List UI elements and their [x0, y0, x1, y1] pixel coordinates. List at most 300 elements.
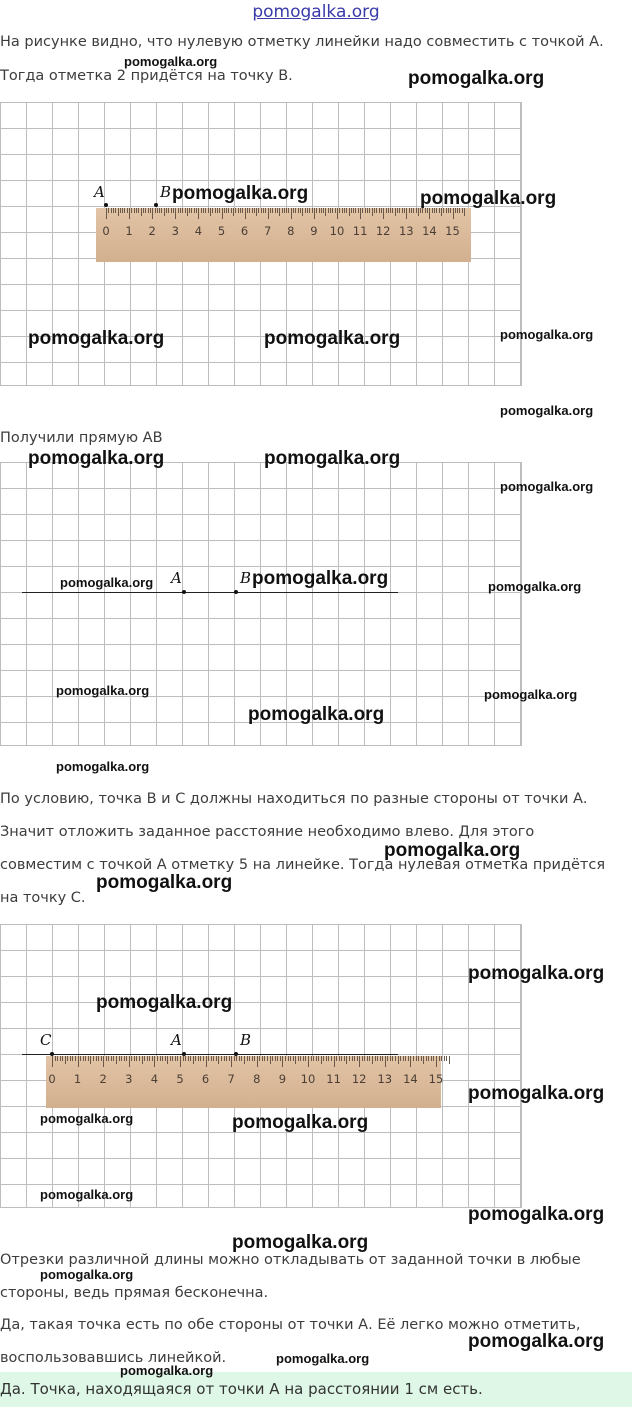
- watermark: pomogalka.org: [408, 68, 545, 89]
- ruler-tick: [341, 1056, 342, 1061]
- ruler-tick: [367, 1056, 368, 1061]
- ruler-tick: [386, 208, 387, 213]
- ruler-tick: [235, 208, 236, 213]
- site-header-link[interactable]: pomogalka.org: [252, 2, 380, 22]
- ruler-tick: [411, 208, 412, 213]
- watermark: pomogalka.org: [500, 327, 594, 342]
- ruler-tick: [189, 208, 190, 213]
- ruler-tick: [336, 1056, 337, 1061]
- point-b: [234, 590, 238, 594]
- ruler-number: 8: [253, 1072, 261, 1086]
- ruler-tick: [219, 208, 220, 213]
- ruler-tick: [165, 1056, 166, 1061]
- label-b: B: [240, 1031, 252, 1049]
- ruler-tick: [234, 1056, 235, 1061]
- ruler-number: 9: [310, 224, 318, 238]
- ruler-tick: [96, 1056, 97, 1061]
- ruler-tick: [337, 208, 338, 219]
- ruler-tick: [172, 1056, 173, 1061]
- ruler-tick: [325, 208, 326, 216]
- ruler-tick: [194, 208, 195, 213]
- ruler-tick: [311, 1056, 312, 1061]
- ruler-tick: [152, 1056, 153, 1061]
- ruler-tick: [398, 1056, 399, 1064]
- ruler-tick: [88, 1056, 89, 1061]
- ruler-tick: [138, 208, 139, 213]
- watermark: pomogalka.org: [468, 1331, 605, 1352]
- ruler-tick: [127, 208, 128, 213]
- ruler-tick: [270, 1056, 271, 1064]
- ruler-tick: [352, 1056, 353, 1061]
- ruler-tick: [413, 208, 414, 213]
- ruler-tick: [134, 1056, 135, 1061]
- label-a: A: [171, 1031, 182, 1049]
- watermark: pomogalka.org: [28, 328, 165, 349]
- ruler-tick: [403, 1056, 404, 1061]
- ruler-tick: [218, 1056, 219, 1064]
- ruler-tick: [106, 208, 107, 219]
- ruler-tick: [144, 1056, 145, 1061]
- ruler-tick: [416, 1056, 417, 1061]
- ruler-number: 4: [194, 224, 203, 238]
- ruler-tick: [193, 1056, 194, 1064]
- ruler-tick: [300, 1056, 301, 1061]
- ruler-tick: [421, 1056, 422, 1061]
- ruler-tick: [111, 1056, 112, 1061]
- ruler-tick: [382, 1056, 383, 1061]
- ruler-tick: [358, 208, 359, 213]
- ruler-tick: [149, 1056, 150, 1061]
- ruler-tick: [228, 208, 229, 213]
- ruler-tick: [142, 1056, 143, 1064]
- ruler-tick: [126, 1056, 127, 1061]
- ruler-tick: [295, 1056, 296, 1064]
- ruler-tick: [258, 208, 259, 213]
- ruler-tick: [328, 1056, 329, 1061]
- ruler-tick: [367, 208, 368, 213]
- ruler-tick: [101, 1056, 102, 1061]
- ruler-tick: [314, 208, 315, 219]
- ruler-tick: [344, 208, 345, 213]
- watermark: pomogalka.org: [40, 1111, 134, 1126]
- ruler-tick: [116, 1056, 117, 1064]
- ruler-tick: [131, 208, 132, 213]
- ruler-tick: [312, 208, 313, 213]
- ruler-tick: [330, 208, 331, 213]
- label-a: A: [171, 569, 182, 587]
- text-line: Да, такая точка есть по обе стороны от точки А. Её легко можно отметить,: [0, 1317, 581, 1333]
- watermark: pomogalka.org: [500, 479, 594, 494]
- ruler-tick: [217, 208, 218, 213]
- ruler-tick: [231, 1056, 232, 1067]
- ruler-tick: [170, 1056, 171, 1061]
- ruler-tick: [65, 1056, 66, 1064]
- ruler-tick: [175, 1056, 176, 1061]
- ruler-tick: [431, 1056, 432, 1061]
- ruler-number: 7: [227, 1072, 235, 1086]
- ruler-tick: [90, 1056, 91, 1064]
- ruler-number: 1: [125, 224, 133, 238]
- text-line: Отрезки различной длины можно откладывать от заданной точки в любые: [0, 1252, 581, 1268]
- point-a: [104, 203, 108, 207]
- watermark: pomogalka.org: [172, 183, 309, 204]
- ruler-tick: [245, 208, 246, 219]
- ruler-tick: [284, 208, 285, 213]
- ruler-tick: [72, 1056, 73, 1061]
- watermark: pomogalka.org: [384, 840, 521, 861]
- ruler-tick: [103, 1056, 104, 1067]
- ruler-tick: [380, 1056, 381, 1061]
- ruler-number: 15: [445, 224, 460, 238]
- point-c: [50, 1052, 54, 1056]
- ruler-tick: [436, 1056, 437, 1067]
- point-b: [234, 1052, 238, 1056]
- watermark: pomogalka.org: [420, 188, 557, 209]
- ruler-tick: [313, 1056, 314, 1061]
- ruler-tick: [129, 208, 130, 219]
- ruler-tick: [369, 208, 370, 213]
- ruler-tick: [426, 1056, 427, 1061]
- ruler-tick: [268, 208, 269, 219]
- ruler-tick: [124, 208, 125, 213]
- ruler-number: 0: [102, 224, 110, 238]
- ruler-tick: [182, 208, 183, 213]
- ruler-tick: [290, 1056, 291, 1061]
- ruler-tick: [159, 208, 160, 213]
- ruler-tick: [302, 208, 303, 216]
- ruler-tick: [203, 1056, 204, 1061]
- answer-box: Да. Точка, находящаяся от точки А на расстоянии 1 см есть.: [0, 1372, 632, 1407]
- ruler-tick: [323, 208, 324, 213]
- ruler-tick: [387, 1056, 388, 1061]
- ruler-tick: [339, 1056, 340, 1061]
- ruler-tick: [150, 208, 151, 213]
- ruler-tick: [409, 208, 410, 213]
- ruler-tick: [262, 1056, 263, 1061]
- ruler-tick: [136, 1056, 137, 1061]
- ruler-tick: [157, 208, 158, 213]
- ruler-tick: [275, 208, 276, 213]
- ruler-tick: [316, 208, 317, 213]
- ruler-tick: [247, 208, 248, 213]
- ruler-tick: [335, 208, 336, 213]
- ruler-tick: [162, 1056, 163, 1061]
- ruler-tick: [180, 1056, 181, 1067]
- ruler-tick: [70, 1056, 71, 1061]
- ruler-tick: [240, 208, 241, 213]
- ruler-tick: [115, 208, 116, 213]
- line-ab: [22, 592, 398, 593]
- ruler-number: 4: [150, 1072, 159, 1086]
- ruler-tick: [161, 208, 162, 213]
- ruler-tick: [80, 1056, 81, 1061]
- ruler-tick: [67, 1056, 68, 1061]
- ruler-tick: [122, 208, 123, 213]
- ruler-tick: [359, 1056, 360, 1067]
- ruler-tick: [175, 208, 176, 219]
- ruler-tick: [402, 208, 403, 213]
- ruler-tick: [205, 208, 206, 213]
- watermark: pomogalka.org: [468, 1204, 605, 1225]
- ruler-tick: [75, 1056, 76, 1061]
- label-c: C: [40, 1031, 52, 1049]
- text-line: стороны, ведь прямая бесконечна.: [0, 1285, 269, 1301]
- ruler-tick: [249, 1056, 250, 1061]
- text-line: Значит отложить заданное расстояние необходимо влево. Для этого: [0, 824, 535, 840]
- ruler-tick: [147, 1056, 148, 1061]
- watermark: pomogalka.org: [232, 1232, 369, 1253]
- ruler-number: 12: [351, 1072, 367, 1086]
- ruler-tick: [164, 208, 165, 216]
- ruler-tick: [446, 1056, 447, 1061]
- ruler-tick: [374, 208, 375, 213]
- watermark: pomogalka.org: [248, 704, 385, 725]
- ruler-tick: [208, 1056, 209, 1061]
- ruler-tick: [141, 208, 142, 216]
- ruler-tick: [229, 1056, 230, 1061]
- ruler-tick: [428, 1056, 429, 1061]
- ruler-tick: [385, 1056, 386, 1067]
- ruler-tick: [404, 208, 405, 213]
- ruler-tick: [111, 208, 112, 213]
- ruler-tick: [318, 1056, 319, 1061]
- ruler-tick: [392, 1056, 393, 1061]
- ruler-tick: [305, 1056, 306, 1061]
- ruler-tick: [226, 1056, 227, 1061]
- ruler-tick: [285, 1056, 286, 1061]
- ruler-tick: [346, 208, 347, 213]
- ruler-tick: [108, 1056, 109, 1061]
- ruler-tick: [307, 208, 308, 213]
- ruler-tick: [293, 1056, 294, 1061]
- ruler-tick: [326, 1056, 327, 1061]
- ruler-tick: [390, 1056, 391, 1061]
- ruler-tick: [444, 1056, 445, 1061]
- ruler-tick: [187, 208, 188, 216]
- ruler-tick: [264, 1056, 265, 1061]
- ruler-tick: [275, 1056, 276, 1061]
- ruler-tick: [395, 208, 396, 216]
- watermark: pomogalka.org: [468, 1083, 605, 1104]
- ruler-1: [96, 208, 471, 262]
- ruler-tick: [254, 208, 255, 213]
- ruler-tick: [173, 208, 174, 213]
- ruler-tick: [183, 1056, 184, 1061]
- ruler-tick: [355, 208, 356, 213]
- ruler-number: 2: [99, 1072, 107, 1086]
- ruler-tick: [410, 1056, 411, 1067]
- ruler-tick: [321, 208, 322, 213]
- ruler-number: 5: [176, 1072, 184, 1086]
- ruler-tick: [279, 208, 280, 216]
- ruler-tick: [272, 208, 273, 213]
- ruler-tick: [334, 1056, 335, 1067]
- watermark: pomogalka.org: [232, 1112, 369, 1133]
- ruler-tick: [154, 1056, 155, 1067]
- ruler-tick: [233, 208, 234, 216]
- ruler-number: 3: [171, 224, 179, 238]
- ruler-tick: [288, 1056, 289, 1061]
- ruler-tick: [119, 1056, 120, 1061]
- ruler-tick: [277, 208, 278, 213]
- ruler-tick: [397, 208, 398, 213]
- ruler-tick: [349, 208, 350, 216]
- ruler-tick: [98, 1056, 99, 1061]
- watermark: pomogalka.org: [60, 575, 154, 590]
- ruler-tick: [272, 1056, 273, 1061]
- ruler-number: 10: [300, 1072, 316, 1086]
- ruler-number: 8: [287, 224, 295, 238]
- watermark: pomogalka.org: [124, 54, 218, 69]
- ruler-tick: [201, 208, 202, 213]
- ruler-tick: [113, 1056, 114, 1061]
- ruler-number: 12: [375, 224, 391, 238]
- ruler-tick: [247, 1056, 248, 1061]
- ruler-number: 11: [326, 1072, 341, 1086]
- point-a: [182, 590, 186, 594]
- ruler-tick: [120, 208, 121, 213]
- ruler-tick: [282, 208, 283, 213]
- ruler-tick: [106, 1056, 107, 1061]
- ruler-number: 0: [48, 1072, 56, 1086]
- ruler-tick: [226, 208, 227, 213]
- watermark: pomogalka.org: [264, 448, 401, 469]
- ruler-number: 10: [329, 224, 345, 238]
- text-line: на точку С.: [0, 890, 86, 906]
- watermark: pomogalka.org: [252, 568, 389, 589]
- ruler-tick: [399, 208, 400, 213]
- ruler-tick: [198, 208, 199, 219]
- ruler-tick: [157, 1056, 158, 1061]
- watermark: pomogalka.org: [468, 963, 605, 984]
- ruler-tick: [238, 208, 239, 213]
- ruler-tick: [365, 208, 366, 213]
- ruler-tick: [280, 1056, 281, 1061]
- ruler-tick: [129, 1056, 130, 1067]
- ruler-number: 14: [422, 224, 437, 238]
- ruler-tick: [224, 208, 225, 213]
- ruler-tick: [60, 1056, 61, 1061]
- watermark: pomogalka.org: [40, 1267, 134, 1282]
- ruler-tick: [332, 208, 333, 213]
- ruler-tick: [303, 1056, 304, 1061]
- ruler-tick: [416, 208, 417, 213]
- ruler-tick: [346, 1056, 347, 1064]
- ruler-tick: [441, 1056, 442, 1061]
- ruler-number: 13: [377, 1072, 393, 1086]
- text-line: По условию, точка В и С должны находиться по разные стороны от точки А.: [0, 791, 588, 807]
- ruler-tick: [372, 208, 373, 216]
- ruler-tick: [206, 1056, 207, 1067]
- ruler-tick: [252, 1056, 253, 1061]
- ruler-tick: [168, 208, 169, 213]
- ruler-tick: [177, 1056, 178, 1061]
- ruler-tick: [222, 208, 223, 219]
- ruler-tick: [208, 208, 209, 213]
- ruler-tick: [265, 208, 266, 213]
- watermark: pomogalka.org: [484, 687, 578, 702]
- watermark: pomogalka.org: [500, 403, 594, 418]
- ruler-tick: [295, 208, 296, 213]
- ruler-tick: [388, 208, 389, 213]
- ruler-tick: [254, 1056, 255, 1061]
- ruler-tick: [291, 208, 292, 219]
- ruler-tick: [354, 1056, 355, 1061]
- ruler-tick: [377, 1056, 378, 1061]
- ruler-tick: [360, 208, 361, 219]
- ruler-tick: [212, 208, 213, 213]
- ruler-tick: [166, 208, 167, 213]
- label-b: B: [160, 183, 172, 201]
- ruler-tick: [148, 208, 149, 213]
- text-line: Получили прямую АВ: [0, 430, 163, 446]
- ruler-tick: [362, 1056, 363, 1061]
- ruler-tick: [383, 208, 384, 219]
- ruler-tick: [118, 208, 119, 216]
- ruler-tick: [267, 1056, 268, 1061]
- ruler-tick: [203, 208, 204, 213]
- watermark: pomogalka.org: [120, 1363, 214, 1378]
- ruler-tick: [439, 1056, 440, 1061]
- ruler-tick: [328, 208, 329, 213]
- watermark: pomogalka.org: [56, 683, 150, 698]
- ruler-number: 15: [428, 1072, 444, 1086]
- ruler-number: 6: [201, 1072, 210, 1086]
- ruler-tick: [298, 1056, 299, 1061]
- ruler-tick: [362, 208, 363, 213]
- ruler-tick: [241, 1056, 242, 1061]
- ruler-tick: [108, 208, 109, 213]
- ruler-number: 7: [264, 224, 272, 238]
- ruler-tick: [113, 208, 114, 213]
- ruler-tick: [392, 208, 393, 213]
- ruler-tick: [395, 1056, 396, 1061]
- ruler-tick: [180, 208, 181, 213]
- ruler-tick: [121, 1056, 122, 1061]
- ruler-tick: [259, 1056, 260, 1061]
- ruler-tick: [309, 208, 310, 213]
- ruler-tick: [55, 1056, 56, 1061]
- ruler-tick: [185, 1056, 186, 1061]
- label-a: A: [94, 183, 105, 201]
- ruler-tick: [400, 1056, 401, 1061]
- ruler-number: 14: [403, 1072, 418, 1086]
- ruler-tick: [93, 1056, 94, 1061]
- ruler-tick: [167, 1056, 168, 1064]
- ruler-tick: [198, 1056, 199, 1061]
- ruler-tick: [293, 208, 294, 213]
- ruler-number: 6: [240, 224, 249, 238]
- watermark: pomogalka.org: [40, 1187, 134, 1202]
- ruler-tick: [152, 208, 153, 219]
- text-line: воспользовавшись линейкой.: [0, 1350, 227, 1366]
- ruler-tick: [261, 208, 262, 213]
- line-cb: [22, 1054, 398, 1055]
- ruler-tick: [196, 208, 197, 213]
- ruler-tick: [381, 208, 382, 213]
- ruler-tick: [344, 1056, 345, 1061]
- point-b: [154, 203, 158, 207]
- ruler-tick: [190, 1056, 191, 1061]
- ruler-tick: [349, 1056, 350, 1061]
- ruler-tick: [143, 208, 144, 213]
- ruler-tick: [191, 208, 192, 213]
- ruler-tick: [321, 1056, 322, 1064]
- ruler-tick: [211, 1056, 212, 1061]
- ruler-tick: [418, 208, 419, 216]
- ruler-tick: [210, 208, 211, 216]
- ruler-tick: [185, 208, 186, 213]
